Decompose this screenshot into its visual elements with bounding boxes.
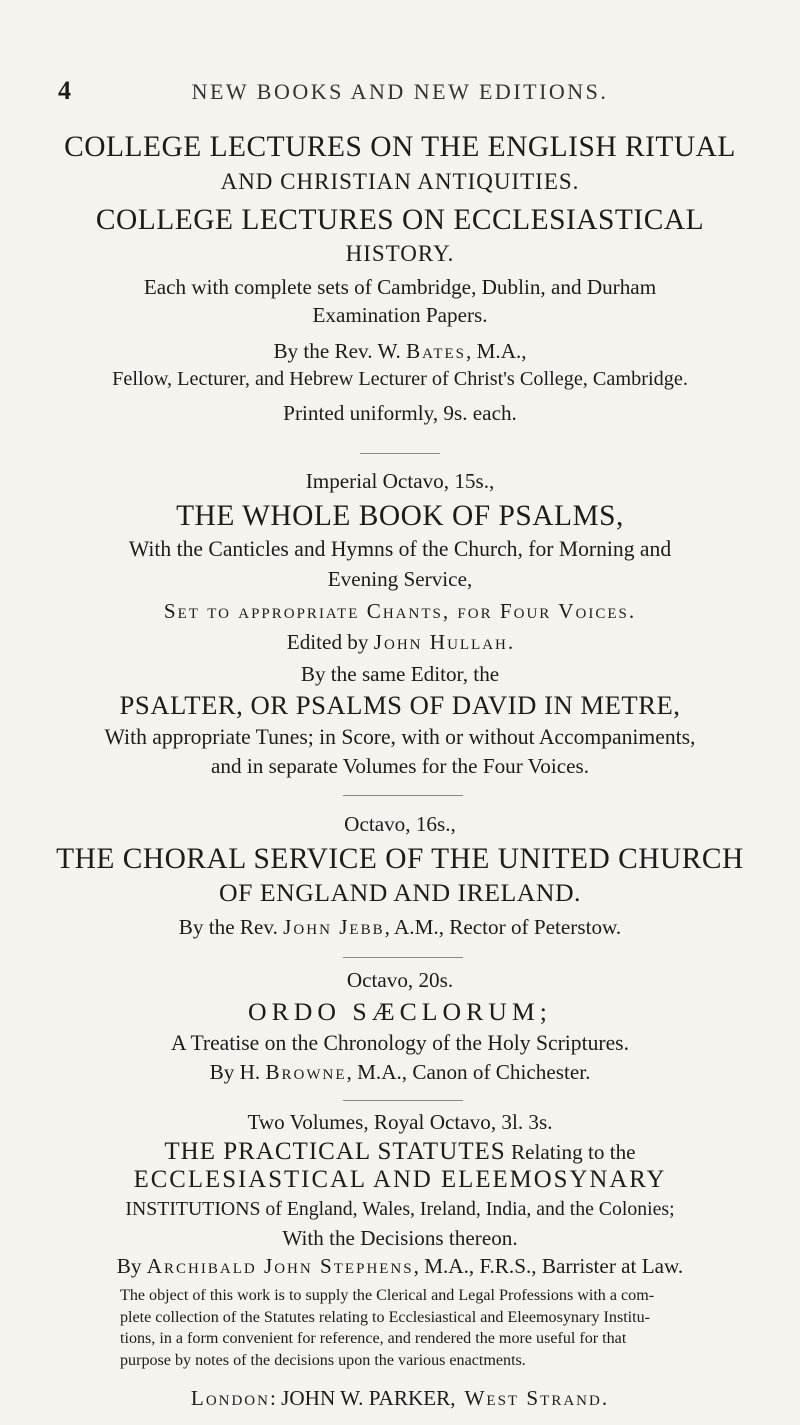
entry1-title-line3: COLLEGE LECTURES ON ECCLESIASTICAL xyxy=(95,204,705,237)
entry1-title-line2: AND CHRISTIAN ANTIQUITIES. xyxy=(220,169,580,195)
entry5-title-line4: With the Decisions thereon. xyxy=(282,1225,518,1250)
entry5-format: Two Volumes, Royal Octavo, 3l. 3s. xyxy=(247,1109,553,1134)
entry3-title-line1: THE CHORAL SERVICE OF THE UNITED CHURCH xyxy=(56,843,744,876)
entry2-editor xyxy=(0,630,800,655)
entry4-author-prefix: By H. xyxy=(209,1060,266,1085)
divider xyxy=(360,453,440,454)
entry5-title-line2: ECCLESIASTICAL AND ELEEMOSYNARY xyxy=(133,1165,667,1193)
entry3-author-suffix: , A.M., Rector of Peterstow. xyxy=(384,915,622,940)
entry2-desc-line2: Evening Service, xyxy=(327,567,473,591)
entry5-note-line4: purpose by notes of the decisions upon the various enactments. xyxy=(120,1351,526,1369)
entry5-author-suffix: , M.A., F.R.S., Barrister at Law. xyxy=(413,1253,684,1278)
imprint-address: , West Strand. xyxy=(450,1386,610,1410)
entry5-title-line3-rest: of England, Wales, Ireland, India, and the Colonies; xyxy=(260,1197,675,1220)
entry4-title: ORDO SÆCLORUM; xyxy=(248,997,552,1027)
entry3-format: Octavo, 16s., xyxy=(344,811,456,836)
entry2-desc2-line1: With appropriate Tunes; in Score, with or without Accompaniments, xyxy=(104,725,696,750)
imprint-publisher: JOHN W. PARKER xyxy=(281,1386,451,1410)
entry5-note-line2: plete collection of the Statutes relating to Ecclesiastical and Eleemosynary Institu- xyxy=(120,1308,651,1326)
entry4-desc: A Treatise on the Chronology of the Holy Scriptures. xyxy=(171,1031,629,1056)
entry5-title-line1 xyxy=(0,1138,800,1166)
entry2-title2: PSALTER, OR PSALMS OF DAVID IN METRE, xyxy=(119,690,681,721)
entry1-author-suffix: , M.A., xyxy=(466,339,527,364)
entry2-editor-prefix: Edited by xyxy=(286,630,374,654)
entry2-desc-line1: With the Canticles and Hymns of the Church, for Morning and xyxy=(128,537,672,562)
entry2-editor-suffix: . xyxy=(507,630,514,654)
entry2-desc2-line2: and in separate Volumes for the Four Voices. xyxy=(210,754,589,779)
imprint-separator: : xyxy=(269,1386,282,1410)
entry3-author-name: John Jebb xyxy=(283,915,385,940)
entry2-title: THE WHOLE BOOK OF PSALMS, xyxy=(176,500,624,533)
entry5-note-line3: tions, in a form convenient for reference, and rendered the more useful for that xyxy=(120,1330,627,1348)
entry1-desc-line1: Each with complete sets of Cambridge, Dublin, and Durham xyxy=(143,274,657,299)
entry1-author-line2: Fellow, Lecturer, and Hebrew Lecturer of Christ's College, Cambridge. xyxy=(112,368,688,391)
divider xyxy=(343,795,463,796)
entry5-title-line1-rest: Relating to the xyxy=(505,1139,636,1164)
entry4-author-name: Browne xyxy=(265,1060,347,1085)
running-head: NEW BOOKS AND NEW EDITIONS. xyxy=(191,79,609,105)
imprint xyxy=(0,1386,800,1411)
entry3-author-prefix: By the Rev. xyxy=(178,915,284,940)
entry4-author xyxy=(0,1060,800,1085)
entry1-author xyxy=(0,339,800,364)
entry5-note-line1: The object of this work is to supply the Clerical and Legal Professions with a com- xyxy=(120,1287,655,1304)
entry5-author-name: Archibald John Stephens xyxy=(146,1253,414,1278)
imprint-city: London xyxy=(190,1386,270,1410)
entry1-desc-line2: Examination Papers. xyxy=(312,303,488,328)
entry5-author xyxy=(0,1254,800,1279)
divider xyxy=(343,1100,463,1101)
page-number: 4 xyxy=(58,75,71,105)
entry3-title-line2: OF ENGLAND AND IRELAND. xyxy=(219,878,581,908)
entry1-title-line4: HISTORY. xyxy=(345,241,455,267)
entry4-format: Octavo, 20s. xyxy=(346,968,454,993)
entry1-author-name: Bates xyxy=(406,339,467,364)
divider xyxy=(343,957,463,958)
entry5-title-line1-caps: THE PRACTICAL STATUTES xyxy=(164,1137,506,1165)
entry5-author-prefix: By xyxy=(116,1253,147,1278)
entry2-same-editor: By the same Editor, the xyxy=(300,662,500,687)
entry5-title-line3 xyxy=(0,1198,800,1221)
entry2-editor-name: John Hullah xyxy=(373,630,508,654)
entry3-author xyxy=(0,915,800,940)
entry2-set-line: Set to appropriate Chants, for Four Voices. xyxy=(163,599,637,624)
entry1-author-prefix: By the Rev. W. xyxy=(273,339,407,364)
entry1-title-line1: COLLEGE LECTURES ON THE ENGLISH RITUAL xyxy=(64,131,736,164)
entry2-format: Imperial Octavo, 15s., xyxy=(305,468,495,493)
entry1-price: Printed uniformly, 9s. each. xyxy=(283,401,517,426)
entry4-author-suffix: , M.A., Canon of Chichester. xyxy=(346,1060,591,1085)
entry5-title-line3-caps: INSTITUTIONS xyxy=(125,1197,261,1220)
